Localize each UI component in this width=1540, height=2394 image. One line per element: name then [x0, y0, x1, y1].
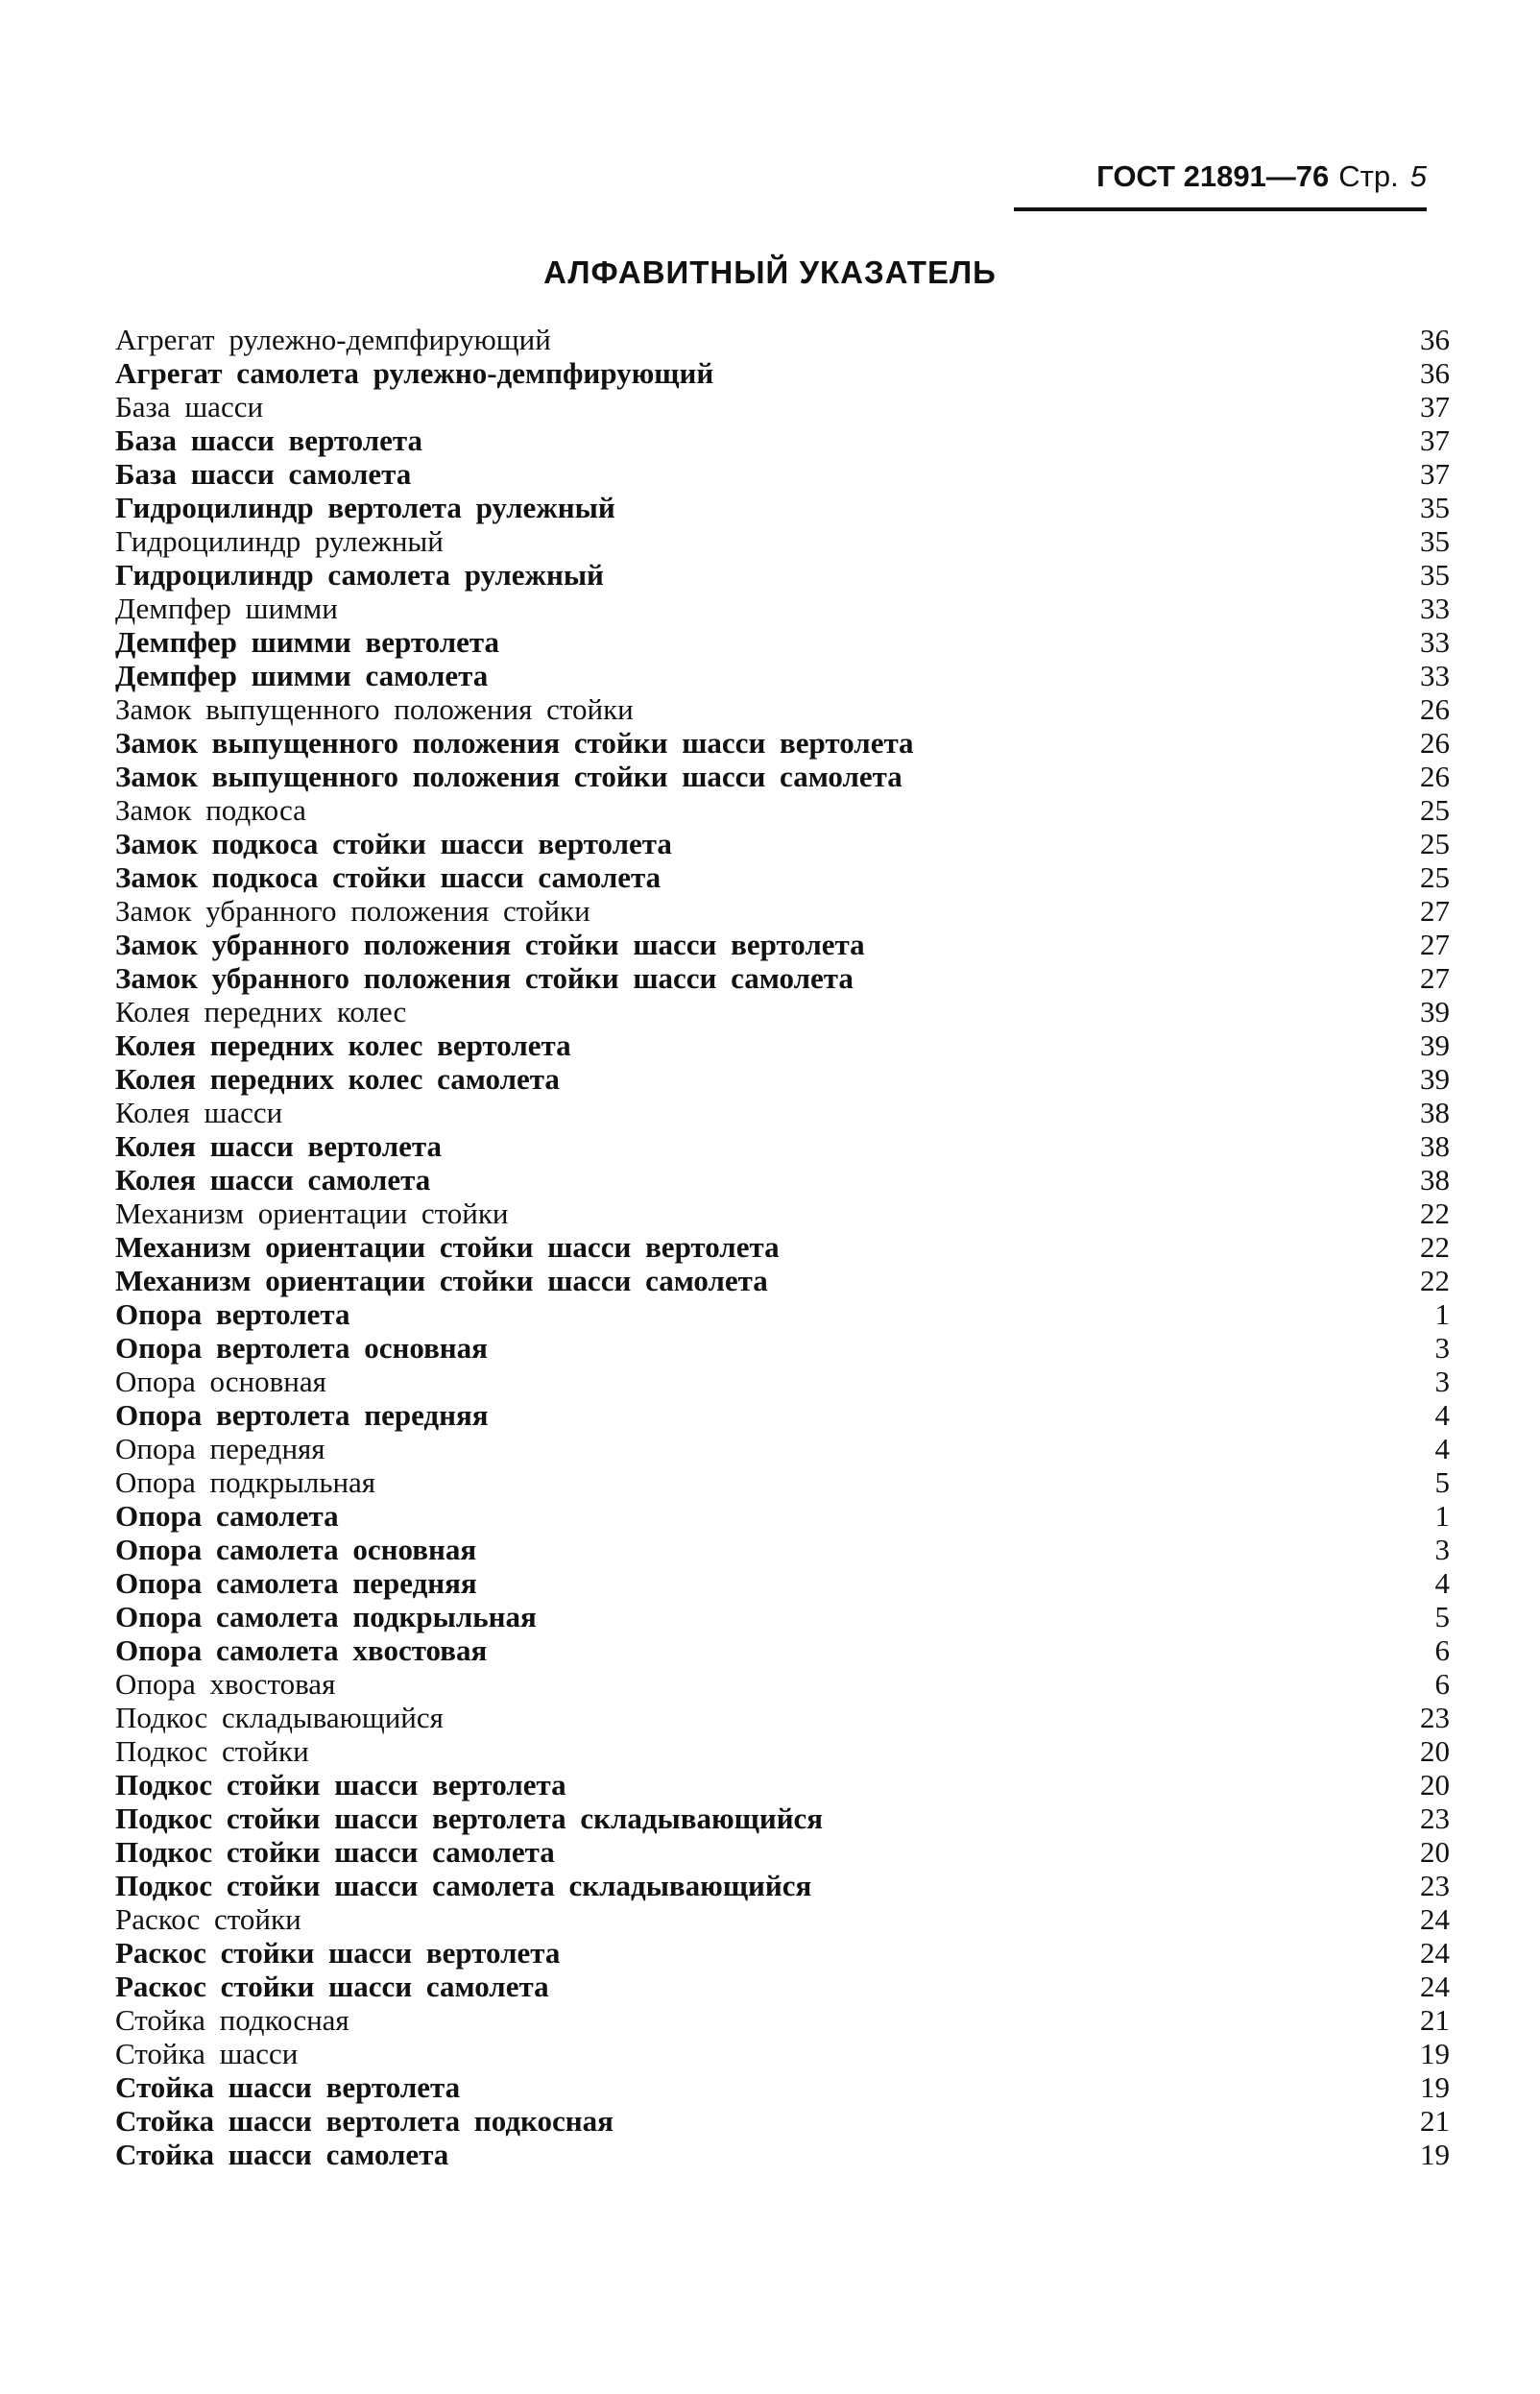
index-page-ref: 6: [1434, 1667, 1450, 1701]
index-entry: [115, 860, 1450, 894]
index-page-ref: 38: [1420, 1163, 1450, 1197]
index-page-ref: 22: [1420, 1264, 1450, 1297]
index-term: База шасси: [115, 390, 264, 423]
index-page-ref: 38: [1420, 1129, 1450, 1163]
standard-number: ГОСТ 21891—76: [1096, 159, 1330, 193]
index-term: Подкос стойки шасси вертолета: [115, 1768, 566, 1802]
index-page-ref: 1: [1434, 1499, 1450, 1533]
index-term: Замок подкоса стойки шасси вертолета: [115, 827, 672, 860]
index-term: Агрегат самолета рулежно-демпфирующий: [115, 356, 714, 390]
index-term: Подкос стойки шасси самолета складывающийся: [115, 1869, 812, 1902]
index-entry: [115, 1465, 1450, 1499]
index-page-ref: 27: [1420, 928, 1450, 961]
index-entry: [115, 1633, 1450, 1667]
index-entry: [115, 1331, 1450, 1365]
index-entry: [115, 323, 1450, 356]
index-term: Замок выпущенного положения стойки шасси самолета: [115, 760, 902, 793]
index-entry: [115, 894, 1450, 928]
index-page-ref: 36: [1420, 323, 1450, 356]
index-term: Опора самолета хвостовая: [115, 1633, 488, 1667]
index-term: Агрегат рулежно-демпфирующий: [115, 323, 551, 356]
index-page-ref: 20: [1420, 1768, 1450, 1802]
index-page-ref: 26: [1420, 726, 1450, 760]
index-term: Гидроцилиндр рулежный: [115, 524, 444, 558]
index-term: Опора передняя: [115, 1432, 325, 1465]
index-entry: [115, 827, 1450, 860]
index-entry: [115, 793, 1450, 827]
index-term: Подкос стойки: [115, 1734, 309, 1768]
index-page-ref: 4: [1434, 1432, 1450, 1465]
index-term: Опора вертолета: [115, 1297, 350, 1331]
index-term: Стойка шасси вертолета подкосная: [115, 2104, 614, 2138]
index-page-ref: 1: [1434, 1297, 1450, 1331]
index-entry: [115, 1802, 1450, 1835]
index-entry: [115, 558, 1450, 592]
index-page-ref: 25: [1420, 827, 1450, 860]
index-entry: [115, 2037, 1450, 2070]
index-page-ref: 35: [1420, 524, 1450, 558]
index-page-ref: 26: [1420, 760, 1450, 793]
index-page-ref: 19: [1420, 2037, 1450, 2070]
index-page-ref: 33: [1420, 659, 1450, 692]
index-page-ref: 37: [1420, 423, 1450, 457]
page-number: 5: [1409, 159, 1427, 193]
index-term: Колея передних колес вертолета: [115, 1028, 571, 1062]
index-page-ref: 38: [1420, 1096, 1450, 1129]
index-entry: [115, 2138, 1450, 2171]
index-entry: [115, 1701, 1450, 1734]
index-page-ref: 22: [1420, 1230, 1450, 1264]
index-entry: [115, 961, 1450, 995]
index-entry: [115, 491, 1450, 524]
index-page-ref: 23: [1420, 1701, 1450, 1734]
index-term: Стойка шасси: [115, 2037, 299, 2070]
index-term: Колея шасси: [115, 1096, 283, 1129]
index-entry: [115, 592, 1450, 625]
index-entry: [115, 1902, 1450, 1936]
index-page-ref: 26: [1420, 692, 1450, 726]
index-term: Колея передних колес: [115, 995, 407, 1028]
index-term: Стойка подкосная: [115, 2003, 349, 2037]
index-entry: [115, 524, 1450, 558]
index-page-ref: 22: [1420, 1197, 1450, 1230]
index-page-ref: 3: [1434, 1365, 1450, 1398]
index-entry: [115, 1398, 1450, 1432]
index-entry: [115, 1600, 1450, 1633]
index-entry: [115, 1230, 1450, 1264]
index-entry: [115, 1936, 1450, 1970]
index-term: Опора вертолета передняя: [115, 1398, 489, 1432]
index-page-ref: 35: [1420, 491, 1450, 524]
index-term: Замок убранного положения стойки: [115, 894, 590, 928]
index-page-ref: 27: [1420, 894, 1450, 928]
index-term: Опора основная: [115, 1365, 326, 1398]
index-page-ref: 4: [1434, 1398, 1450, 1432]
index-page-ref: 37: [1420, 390, 1450, 423]
index-entry: [115, 1533, 1450, 1566]
index-page-ref: 39: [1420, 1062, 1450, 1096]
index-entry: [115, 760, 1450, 793]
index-term: Подкос складывающийся: [115, 1701, 444, 1734]
index-entry: [115, 2070, 1450, 2104]
index-page-ref: 3: [1434, 1331, 1450, 1365]
index-entry: [115, 390, 1450, 423]
index-term: База шасси самолета: [115, 457, 412, 491]
index-term: Гидроцилиндр вертолета рулежный: [115, 491, 615, 524]
index-page-ref: 19: [1420, 2070, 1450, 2104]
index-term: Замок подкоса: [115, 793, 306, 827]
index-term: Замок выпущенного положения стойки: [115, 692, 634, 726]
index-term: Стойка шасси самолета: [115, 2138, 449, 2171]
index-entry: [115, 1297, 1450, 1331]
index-term: Демпфер шимми вертолета: [115, 625, 500, 659]
index-entry: [115, 1869, 1450, 1902]
index-entry: [115, 995, 1450, 1028]
index-term: Подкос стойки шасси вертолета складывающийся: [115, 1802, 824, 1835]
index-term: Подкос стойки шасси самолета: [115, 1835, 555, 1869]
index-entry: [115, 2003, 1450, 2037]
index-page-ref: 35: [1420, 558, 1450, 592]
index-page-ref: 24: [1420, 1936, 1450, 1970]
index-entry: [115, 1432, 1450, 1465]
index-term: Механизм ориентации стойки шасси вертолета: [115, 1230, 780, 1264]
index-term: Опора хвостовая: [115, 1667, 336, 1701]
page-header: [1014, 154, 1427, 211]
index-page-ref: 23: [1420, 1869, 1450, 1902]
index-entry: [115, 1566, 1450, 1600]
index-entry: [115, 2104, 1450, 2138]
index-entry: [115, 1129, 1450, 1163]
index-page-ref: 24: [1420, 1902, 1450, 1936]
index-term: Механизм ориентации стойки: [115, 1197, 509, 1230]
index-page-ref: 21: [1420, 2003, 1450, 2037]
index-term: Раскос стойки: [115, 1902, 301, 1936]
index-entry: [115, 1197, 1450, 1230]
index-entry: [115, 457, 1450, 491]
index-page-ref: 20: [1420, 1734, 1450, 1768]
index-term: Опора самолета основная: [115, 1533, 477, 1566]
index-entry: [115, 625, 1450, 659]
index-term: Опора вертолета основная: [115, 1331, 488, 1365]
index-page-ref: 6: [1434, 1633, 1450, 1667]
index-entry: [115, 1062, 1450, 1096]
index-page-ref: 5: [1434, 1465, 1450, 1499]
index-page-ref: 27: [1420, 961, 1450, 995]
index-page-ref: 33: [1420, 592, 1450, 625]
index-term: Раскос стойки шасси самолета: [115, 1970, 549, 2003]
index-page-ref: 25: [1420, 860, 1450, 894]
index-entry: [115, 928, 1450, 961]
index-entry: [115, 1734, 1450, 1768]
index-page-ref: 23: [1420, 1802, 1450, 1835]
index-entry: [115, 726, 1450, 760]
index-page-ref: 4: [1434, 1566, 1450, 1600]
index-page-ref: 37: [1420, 457, 1450, 491]
index-page-ref: 20: [1420, 1835, 1450, 1869]
index-entry: [115, 1096, 1450, 1129]
index-term: Опора самолета передняя: [115, 1566, 477, 1600]
index-term: Гидроцилиндр самолета рулежный: [115, 558, 604, 592]
index-term: Опора самолета: [115, 1499, 339, 1533]
index-entry: [115, 356, 1450, 390]
index-page-ref: 39: [1420, 1028, 1450, 1062]
index-entry: [115, 1970, 1450, 2003]
index-page-ref: 19: [1420, 2138, 1450, 2171]
index-entry: [115, 423, 1450, 457]
index-term: Замок убранного положения стойки шасси самолета: [115, 961, 854, 995]
page-label: Стр.: [1338, 159, 1399, 193]
index-page-ref: 39: [1420, 995, 1450, 1028]
index-page-ref: 5: [1434, 1600, 1450, 1633]
index-entry: [115, 1163, 1450, 1197]
alphabetical-index: [115, 323, 1450, 2171]
index-term: Колея шасси вертолета: [115, 1129, 442, 1163]
index-page-ref: 3: [1434, 1533, 1450, 1566]
index-page-ref: 25: [1420, 793, 1450, 827]
index-page-ref: 21: [1420, 2104, 1450, 2138]
index-term: Демпфер шимми самолета: [115, 659, 489, 692]
index-term: Колея шасси самолета: [115, 1163, 431, 1197]
index-term: Опора подкрыльная: [115, 1465, 376, 1499]
index-entry: [115, 1768, 1450, 1802]
index-page-ref: 24: [1420, 1970, 1450, 2003]
index-entry: [115, 692, 1450, 726]
index-entry: [115, 1667, 1450, 1701]
index-entry: [115, 1835, 1450, 1869]
index-entry: [115, 1365, 1450, 1398]
index-entry: [115, 1028, 1450, 1062]
index-entry: [115, 659, 1450, 692]
index-term: Механизм ориентации стойки шасси самолета: [115, 1264, 768, 1297]
page-title: АЛФАВИТНЫЙ УКАЗАТЕЛЬ: [543, 254, 997, 290]
index-page-ref: 36: [1420, 356, 1450, 390]
index-term: Замок подкоса стойки шасси самолета: [115, 860, 662, 894]
index-entry: [115, 1499, 1450, 1533]
index-term: Демпфер шимми: [115, 592, 338, 625]
index-page-ref: 33: [1420, 625, 1450, 659]
index-term: Замок убранного положения стойки шасси вертолета: [115, 928, 865, 961]
index-term: Стойка шасси вертолета: [115, 2070, 461, 2104]
index-term: Опора самолета подкрыльная: [115, 1600, 537, 1633]
index-term: Раскос стойки шасси вертолета: [115, 1936, 561, 1970]
index-term: Колея передних колес самолета: [115, 1062, 560, 1096]
index-term: База шасси вертолета: [115, 423, 423, 457]
index-entry: [115, 1264, 1450, 1297]
index-term: Замок выпущенного положения стойки шасси вертолета: [115, 726, 914, 760]
